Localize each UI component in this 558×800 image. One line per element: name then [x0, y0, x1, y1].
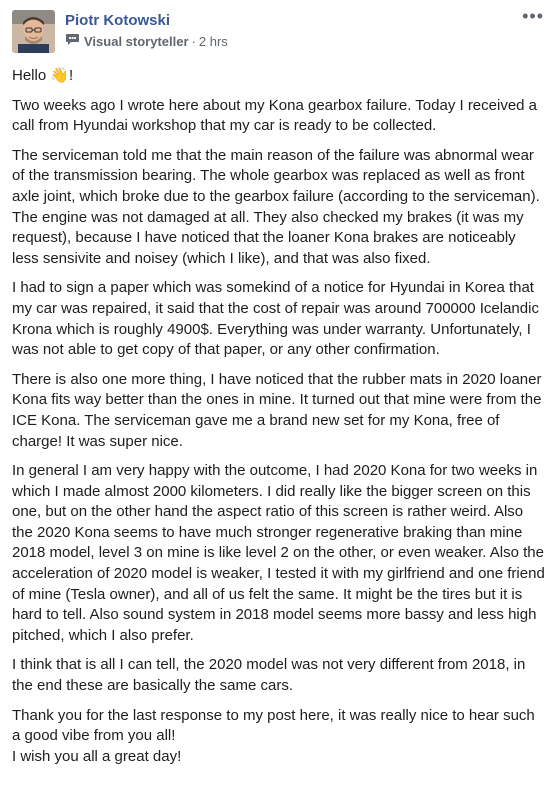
post-paragraph: I had to sign a paper which was somekind of a notice for Hyundai in Korea that my car was repaired, it said that the cost of repair was around 700000 Icelandic Krona which is roughly 4900$. Everything was under warranty. Unfortunately, I was not able to get copy of that paper, or any other confirmation.: [12, 279, 539, 359]
closing-line: I wish you all a great day!: [12, 747, 182, 765]
post-paragraph: There is also one more thing, I have noticed that the rubber mats in 2020 loaner Kona fits way better than the ones in mine. It turned out that mine were from the ICE Kona. The serviceman gave me a brand new set for my Kona, free of charge! It was super nice.: [12, 370, 542, 450]
post-paragraph: Thank you for the last response to my post here, it was really nice to hear such a good vibe from you all!: [12, 706, 535, 745]
author-name[interactable]: Piotr Kotowski: [65, 12, 171, 29]
avatar-photo: [12, 10, 55, 53]
more-options-icon[interactable]: •••: [522, 6, 544, 26]
waving-hand-icon: 👋: [50, 67, 70, 84]
greeting-line: [12, 66, 546, 87]
post-meta: [65, 10, 228, 50]
post-timestamp[interactable]: 2 hrs: [198, 33, 228, 49]
post-paragraph: I think that is all I can tell, the 2020 model was not very different from 2018, in the end these are basically the same cars.: [12, 656, 526, 695]
meta-separator: ·: [191, 33, 196, 49]
greeting-suffix: !: [69, 67, 74, 84]
storyteller-badge-icon: [65, 33, 80, 50]
greeting-text: Hello: [12, 67, 47, 84]
post-paragraph: Two weeks ago I wrote here about my Kona gearbox failure. Today I received a call from Hyundai workshop that my car is ready to be collected.: [12, 96, 538, 135]
avatar[interactable]: [12, 10, 55, 53]
post-header: [12, 6, 546, 56]
post-body: [12, 66, 546, 767]
post-paragraph: The serviceman told me that the main reason of the failure was abnormal wear of the transmission bearing. The whole gearbox was replaced as well as front axle joint, which broke due to the gearbox failure (according to the serviceman). The engine was not damaged at all. They also checked my brakes (it was my request), because I have noticed that the loaner Kona brakes are noticeably less sensivite and noisey (which I like), and that was also fixed.: [12, 146, 540, 267]
post-paragraph: In general I am very happy with the outcome, I had 2020 Kona for two weeks in which I made almost 2000 kilometers. I did really like the bigger screen on this one, but on the other hand the aspect ratio of this screen is rather weird. Also the 2020 Kona seems to have much stronger regenerative braking than mine 2018 model, level 3 on mine is like level 2 on the other, or even weaker. Also the acceleration of 2020 model is weaker, I tested it with my girlfriend and one friend of mine (Tesla owner), and all of us felt the same. It might be the tires but it is hard to tell. Also sound system in 2018 model seems more bassy and less high pitched, which I also prefer.: [12, 462, 545, 644]
post-subline: [65, 33, 228, 50]
badge-label[interactable]: Visual storyteller: [84, 33, 189, 49]
